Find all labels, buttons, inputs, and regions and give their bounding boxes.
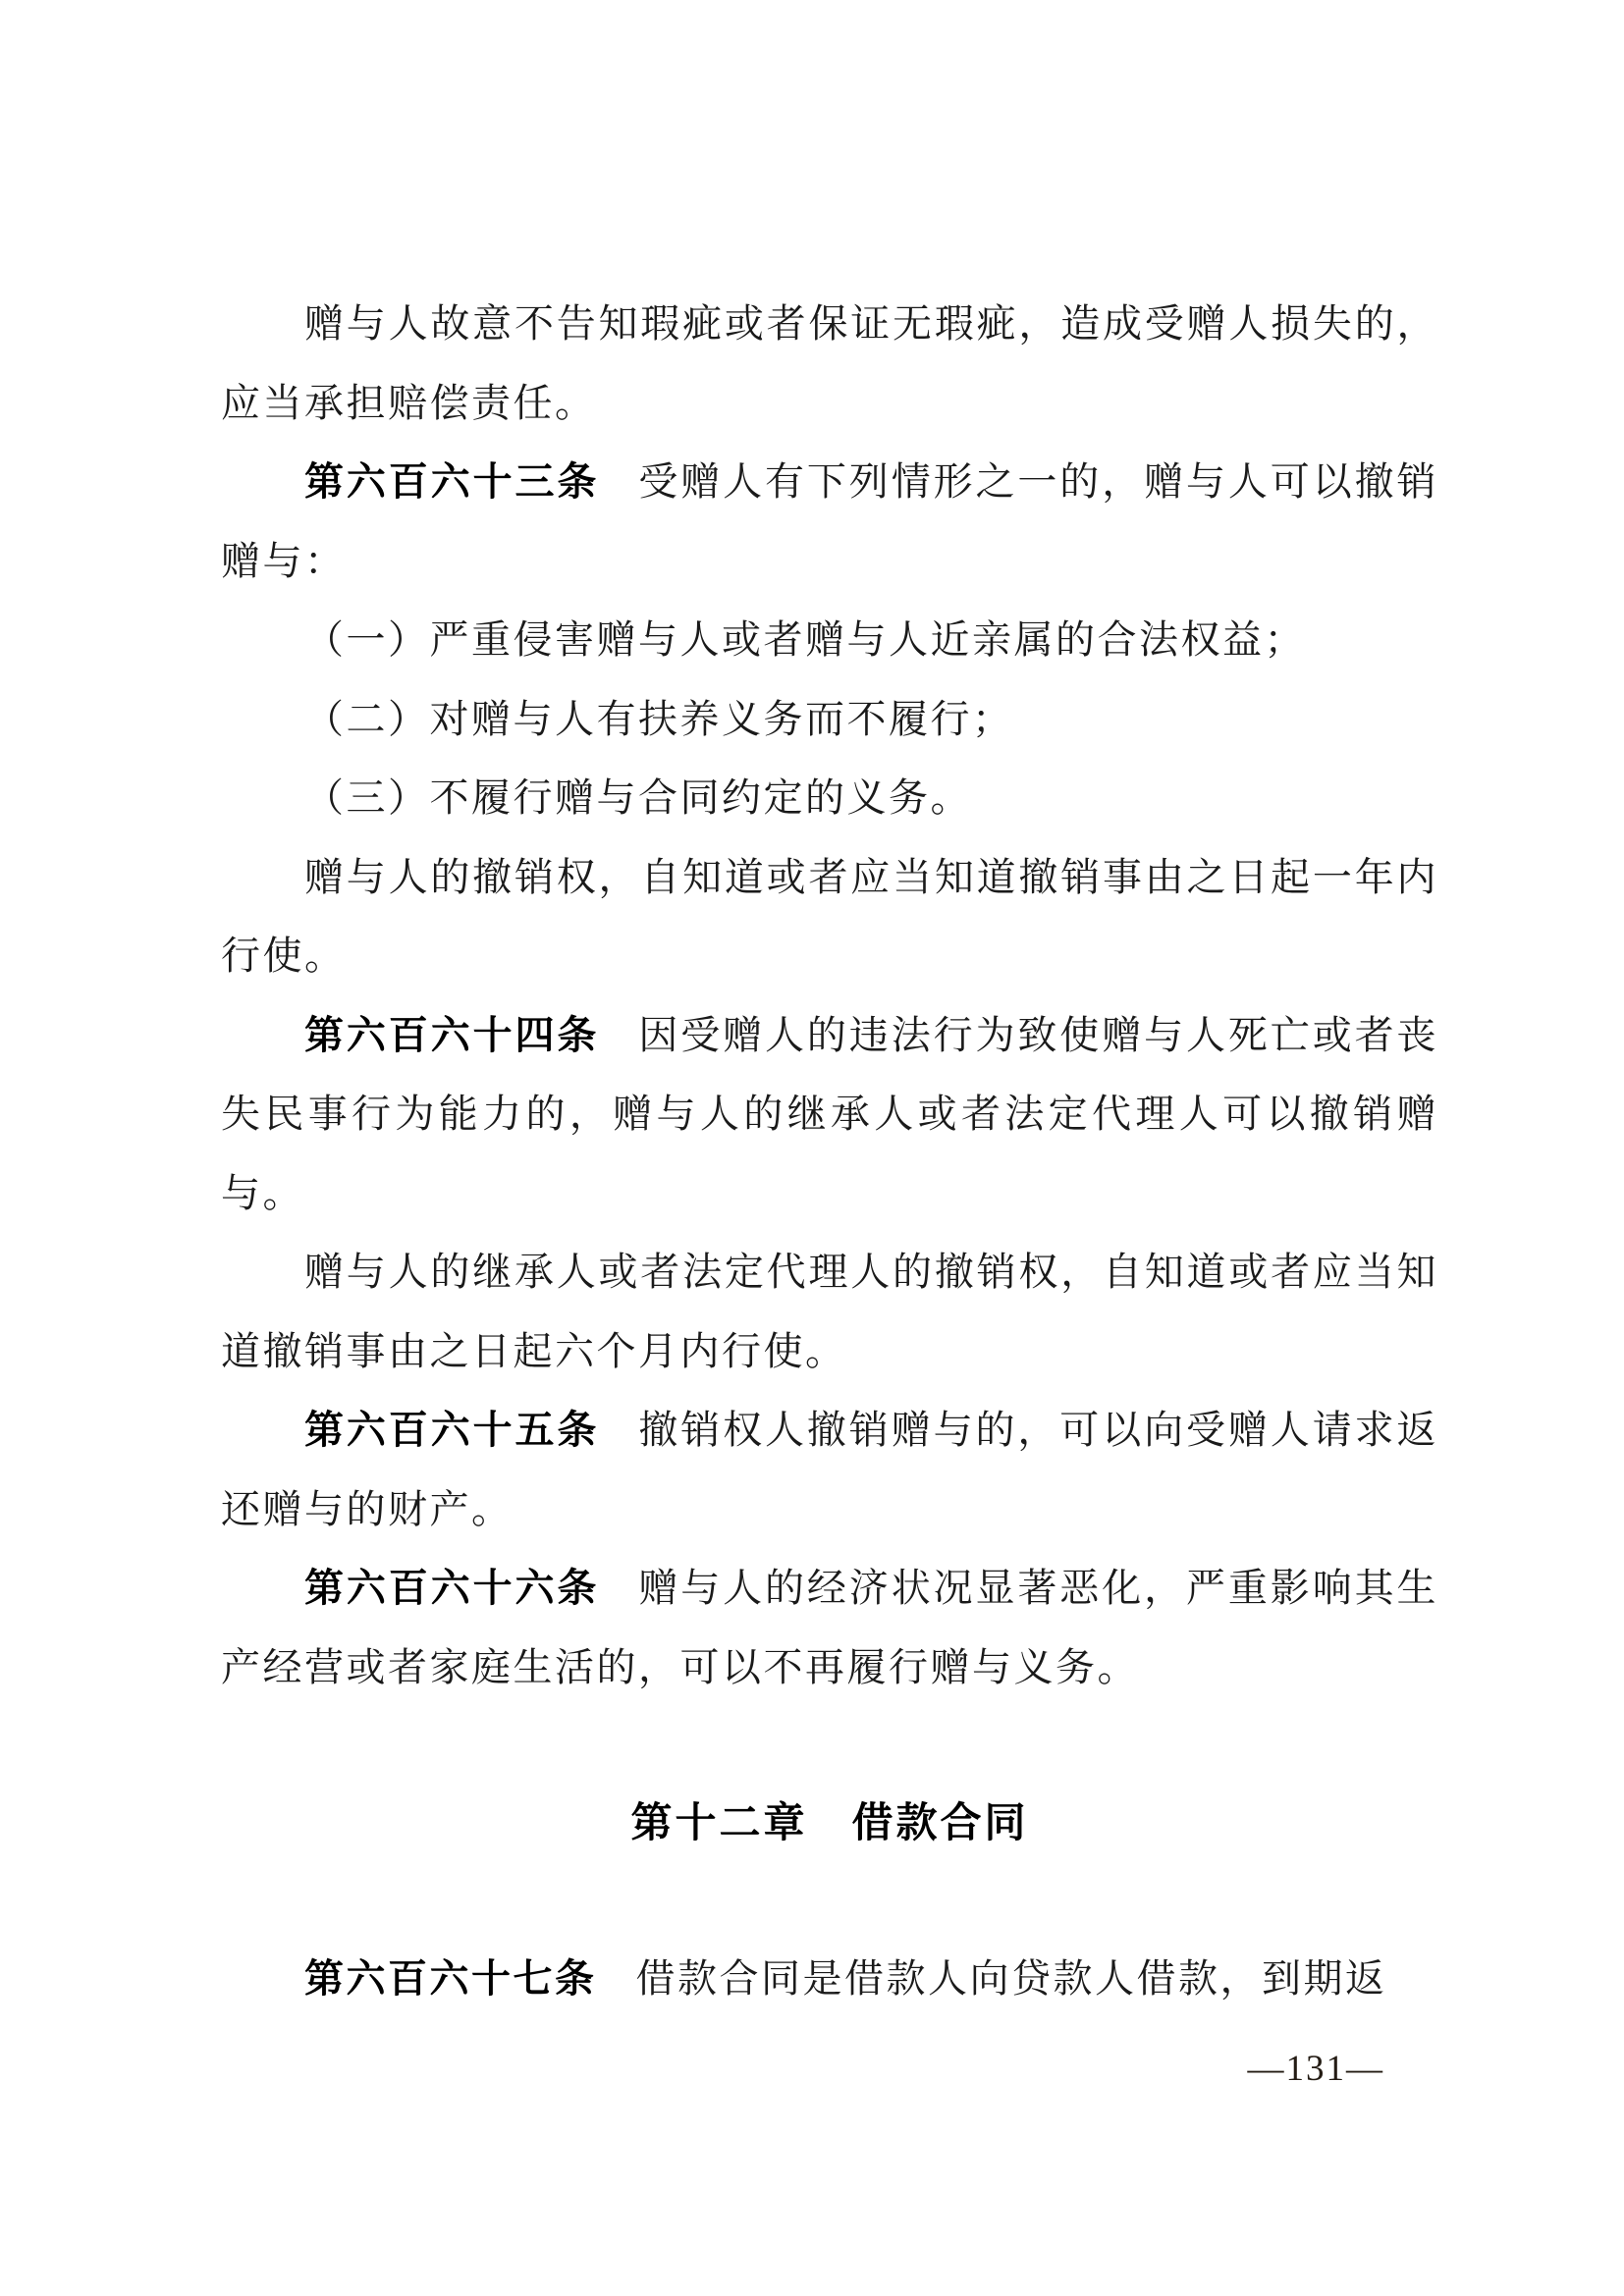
list-item-text: （二）对赠与人有扶养义务而不履行； [304, 696, 1014, 741]
paragraph-text: 赠与人故意不告知瑕疵或者保证无瑕疵，造成受赠人损失的，应当承担赔偿责任。 [221, 301, 1438, 425]
article-665-number: 第六百六十五条 [304, 1409, 600, 1452]
list-item-2 [221, 680, 1438, 760]
article-665-paragraph [221, 1391, 1438, 1549]
article-666-number: 第六百六十六条 [304, 1567, 600, 1610]
paragraph-text: 赠与人的继承人或者法定代理人的撤销权，自知道或者应当知道撤销事由之日起六个月内行使。 [221, 1250, 1438, 1373]
article-663-number: 第六百六十三条 [304, 460, 600, 504]
chapter-12-heading: 第十二章 借款合同 [630, 1799, 1029, 1845]
article-664-paragraph [221, 996, 1438, 1234]
article-663-paragraph [221, 443, 1438, 601]
list-item-text: （一）严重侵害赠与人或者赠与人近亲属的合法权益； [304, 617, 1306, 662]
list-item-1 [221, 601, 1438, 680]
article-666-paragraph [221, 1549, 1438, 1707]
paragraph-text: 赠与人的撤销权，自知道或者应当知道撤销事由之日起一年内行使。 [221, 854, 1438, 978]
article-667-number: 第六百六十七条 [304, 1956, 597, 2001]
list-item-text: （三）不履行赠与合同约定的义务。 [304, 775, 972, 820]
text-block [221, 0, 1438, 2109]
paragraph-heir-revocation-period [221, 1233, 1438, 1391]
paragraph-text: 受赠人有下列情形之一的，赠与人可以撤销赠与： [221, 459, 1439, 583]
paragraph-revocation-period [221, 838, 1438, 996]
page-number: —131— [1247, 2049, 1384, 2089]
paragraph-text: 撤销权人撤销赠与的，可以向受赠人请求返还赠与的财产。 [221, 1408, 1439, 1531]
paragraph-text: 赠与人的经济状况显著恶化，严重影响其生产经营或者家庭生活的，可以不再履行赠与义务。 [221, 1566, 1439, 1689]
article-664-number: 第六百六十四条 [304, 1013, 600, 1057]
paragraph-text: 借款合同是借款人向贷款人借款，到期返 [635, 1955, 1387, 2001]
paragraph-text: 因受赠人的违法行为致使赠与人死亡或者丧失民事行为能力的，赠与人的继承人或者法定代理人可以撤销赠与。 [221, 1012, 1439, 1215]
article-667-paragraph [221, 1940, 1438, 2019]
list-item-3 [221, 759, 1438, 838]
paragraph-defect-liability [221, 285, 1438, 443]
